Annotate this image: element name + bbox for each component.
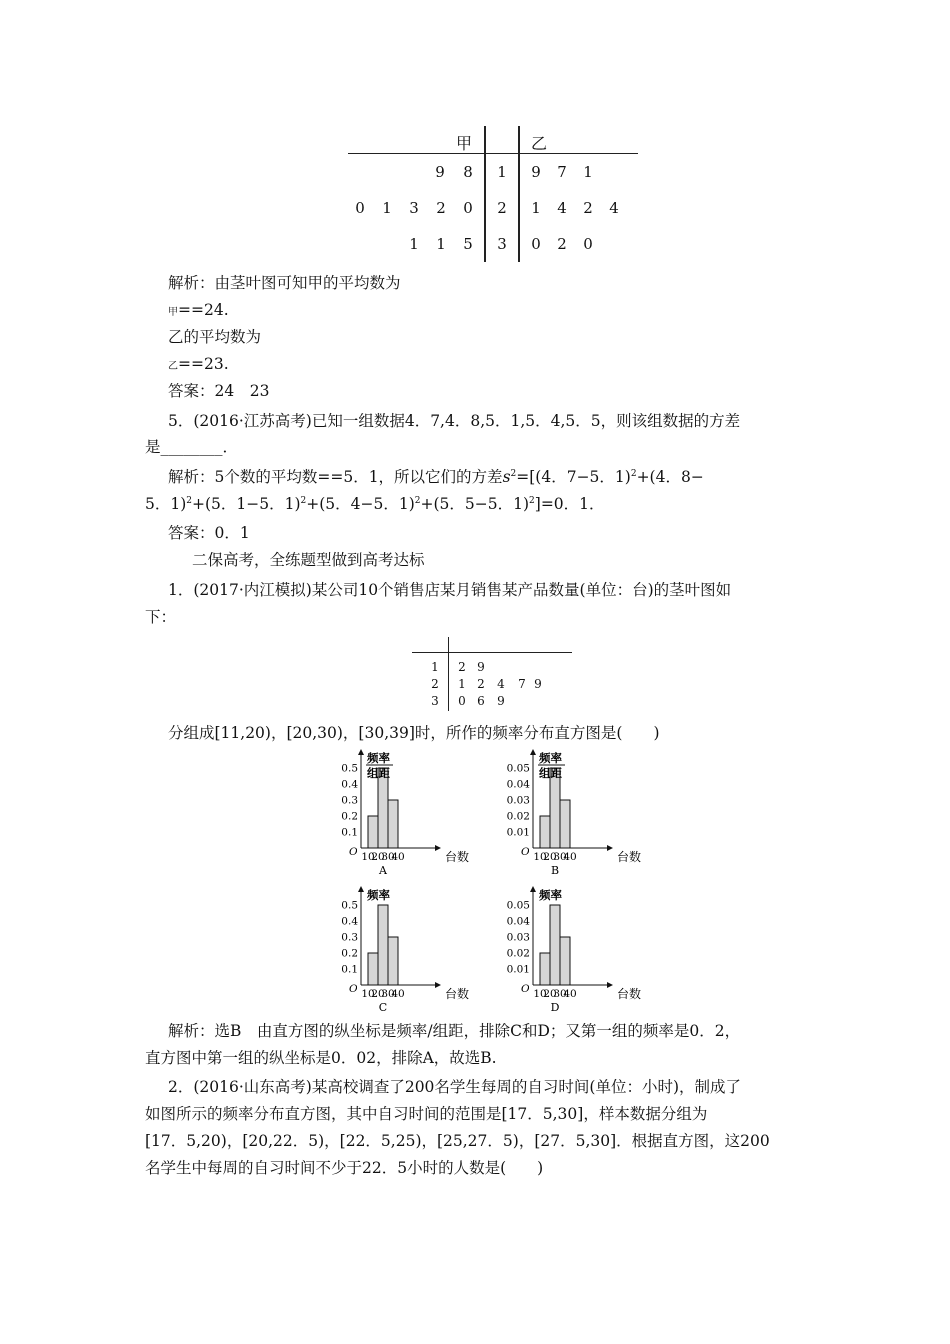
stem: 2: [497, 199, 507, 217]
y-tick-label: 0.02: [507, 947, 530, 960]
y-tick-label: 0.04: [507, 778, 530, 791]
x-axis-label: 台数: [617, 987, 642, 1001]
leaf: 0: [583, 235, 593, 253]
y-tick-label: 0.4: [341, 778, 358, 791]
x-axis-label: 台数: [445, 987, 470, 1001]
section-heading: 二保高考，全练题型做到高考达标: [192, 551, 425, 569]
y-tick-label: 0.01: [507, 963, 530, 976]
superscript: 2: [414, 495, 421, 506]
leaf: 2: [436, 199, 446, 217]
histogram-C: [335, 883, 475, 1015]
x-tick-label: 40: [391, 851, 405, 863]
origin-label: O: [349, 983, 358, 995]
y-tick-label: 0.03: [507, 931, 530, 944]
x-tick-label: 10: [533, 851, 547, 863]
text-line: 乙的平均数为: [168, 328, 262, 346]
leaf: 4: [557, 199, 567, 217]
leaf: 3: [409, 199, 419, 217]
question-1-line: 分组成[11,20)，[20,30)，[30,39]时，所作的频率分布直方图是( ): [168, 724, 660, 742]
x-tick-label: 20: [371, 988, 385, 1000]
text-span: ]=0．1．: [534, 495, 605, 513]
histogram-bar: [540, 953, 550, 985]
chart-option-label: B: [550, 864, 560, 877]
leaf: 4: [497, 677, 505, 691]
superscript: 2: [529, 495, 535, 506]
histogram-bar: [550, 905, 560, 985]
y-axis-label: 频率: [367, 751, 390, 765]
x-tick-label: 10: [533, 988, 547, 1000]
solution-line: [145, 494, 605, 514]
leaf: 1: [583, 163, 593, 181]
leaf: 0: [355, 199, 365, 217]
question-2-line: 名学生中每周的自习时间不少于22．5小时的人数是( ): [145, 1159, 544, 1177]
text-span: +(5．5−5．1): [420, 495, 530, 513]
leaf: 2: [458, 660, 466, 674]
solution-line: 解析：选B 由直方图的纵坐标是频率/组距，排除C和D；又第一组的频率是0．2，: [168, 1022, 741, 1040]
leaf: 7: [557, 163, 567, 181]
x-tick-label: 20: [543, 988, 557, 1000]
leaf: 1: [436, 235, 446, 253]
y-tick-label: 0.2: [341, 947, 358, 960]
y-tick-label: 0.1: [341, 826, 358, 839]
text-span: +(5．1−5．1): [192, 495, 301, 513]
histogram-bar: [378, 905, 388, 985]
text-span: +(5．4−5．1): [306, 495, 415, 513]
y-tick-label: 0.5: [341, 762, 358, 775]
leaf: 0: [458, 694, 466, 708]
stem: 1: [431, 660, 439, 674]
x-tick-label: 40: [563, 851, 577, 863]
y-tick-label: 0.02: [507, 810, 530, 823]
y-tick-label: 0.04: [507, 915, 530, 928]
subscript-yi: 乙: [168, 361, 178, 372]
leaf: 9: [497, 694, 505, 708]
question-2-line: 2．(2016·山东高考)某高校调查了200名学生每周的自习时间(单位：小时)，制成了: [168, 1078, 742, 1096]
x-tick-label: 30: [553, 988, 567, 1000]
leaf: 9: [534, 677, 542, 691]
stem-leaf-divider-vertical: [448, 637, 449, 711]
y-axis-label: 组距: [539, 766, 562, 780]
answer-line: 答案：0．1: [168, 524, 250, 542]
leaf: 0: [463, 199, 473, 217]
leaf: 2: [583, 199, 593, 217]
histogram-A: [335, 746, 475, 878]
y-axis-arrow: [530, 886, 536, 892]
x-tick-label: 10: [361, 851, 375, 863]
leaf: 5: [463, 235, 473, 253]
x-axis-label: 台数: [617, 850, 642, 864]
x-axis-label: 台数: [445, 850, 470, 864]
leaf: 1: [382, 199, 392, 217]
origin-label: O: [349, 846, 358, 858]
solution-line: 解析：由茎叶图可知甲的平均数为: [168, 274, 401, 292]
stem-leaf-divider-vertical: [484, 126, 486, 262]
y-axis-arrow: [358, 749, 364, 755]
question-2-line: [17．5,20)，[20,22．5)，[22．5,25)，[25,27．5)，[27．5,30]．根据直方图，这200: [145, 1132, 770, 1150]
superscript: 2: [510, 468, 517, 479]
variable-s: s: [502, 468, 511, 486]
mean-jia-line: [168, 300, 229, 323]
mean-yi-value: ==23.: [178, 355, 229, 373]
y-axis-arrow: [358, 886, 364, 892]
histogram-bar: [550, 768, 560, 848]
leaf: 6: [477, 694, 485, 708]
x-tick-label: 30: [381, 988, 395, 1000]
origin-label: O: [521, 846, 530, 858]
x-axis-arrow: [435, 845, 441, 851]
histogram-bar: [388, 937, 398, 985]
y-tick-label: 0.05: [507, 762, 530, 775]
histogram-bar: [378, 768, 388, 848]
stem-leaf-header-right: 乙: [530, 134, 547, 153]
mean-yi-line: [168, 354, 229, 377]
y-tick-label: 0.01: [507, 826, 530, 839]
leaf: 9: [477, 660, 485, 674]
leaf: 0: [531, 235, 541, 253]
text-span: 解析：5个数的平均数==5．1，所以它们的方差: [168, 468, 503, 486]
x-tick-label: 30: [553, 851, 567, 863]
y-tick-label: 0.05: [507, 899, 530, 912]
histogram-bar: [560, 800, 570, 848]
stem-leaf-header-left: 甲: [455, 134, 472, 153]
question-1-line: 下：: [145, 608, 177, 626]
y-tick-label: 0.3: [341, 794, 358, 807]
leaf: 1: [531, 199, 541, 217]
stem-leaf-divider-horizontal: [412, 652, 572, 653]
y-tick-label: 0.3: [341, 931, 358, 944]
x-axis-arrow: [435, 982, 441, 988]
y-tick-label: 0.4: [341, 915, 358, 928]
leaf: 8: [463, 163, 473, 181]
histogram-bar: [368, 953, 378, 985]
y-axis-label: 组距: [367, 766, 390, 780]
text-span: =[(4．7−5．1): [516, 468, 631, 486]
x-axis-arrow: [607, 845, 613, 851]
superscript: 2: [186, 495, 193, 506]
superscript: 2: [630, 468, 637, 479]
stem: 3: [431, 694, 439, 708]
stem: 3: [497, 235, 507, 253]
text-span: 5．1): [145, 495, 187, 513]
subscript-jia: 甲: [168, 307, 178, 318]
y-tick-label: 0.2: [341, 810, 358, 823]
leaf: 4: [609, 199, 619, 217]
y-tick-label: 0.1: [341, 963, 358, 976]
text-span: +(4．8−: [636, 468, 704, 486]
y-axis-label: 频率: [367, 888, 390, 902]
question-1-line: 1．(2017·内江模拟)某公司10个销售店某月销售某产品数量(单位：台)的茎叶图如: [168, 581, 732, 599]
stem-leaf-divider-vertical: [518, 126, 520, 262]
leaf: 2: [477, 677, 485, 691]
origin-label: O: [521, 983, 530, 995]
mean-jia-value: ==24.: [178, 301, 229, 319]
chart-option-label: C: [378, 1001, 388, 1014]
leaf: 2: [557, 235, 567, 253]
y-tick-label: 0.03: [507, 794, 530, 807]
leaf: 9: [531, 163, 541, 181]
stem: 1: [497, 163, 507, 181]
y-axis-label: 频率: [539, 751, 562, 765]
stem: 2: [431, 677, 439, 691]
x-tick-label: 40: [391, 988, 405, 1000]
leaf: 1: [409, 235, 419, 253]
solution-line: 直方图中第一组的纵坐标是0．02，排除A，故选B.: [145, 1049, 497, 1067]
histogram-B: [507, 746, 647, 878]
leaf: 9: [435, 163, 445, 181]
histogram-bar: [540, 816, 550, 848]
chart-option-label: A: [379, 864, 387, 877]
superscript: 2: [300, 495, 307, 506]
question-2-line: 如图所示的频率分布直方图，其中自习时间的范围是[17．5,30]，样本数据分组为: [145, 1105, 708, 1123]
question-5-line: 是________．: [145, 438, 239, 456]
x-axis-arrow: [607, 982, 613, 988]
histogram-bar: [388, 800, 398, 848]
histogram-bar: [368, 816, 378, 848]
x-tick-label: 20: [371, 851, 385, 863]
answer-line: 答案：24 23: [168, 382, 270, 400]
chart-option-label: D: [550, 1001, 560, 1014]
leaf: 1: [458, 677, 466, 691]
x-tick-label: 40: [563, 988, 577, 1000]
leaf: 7: [518, 677, 526, 691]
y-axis-label: 频率: [539, 888, 562, 902]
histogram-D: [507, 883, 647, 1015]
y-tick-label: 0.5: [341, 899, 358, 912]
x-tick-label: 20: [543, 851, 557, 863]
x-tick-label: 10: [361, 988, 375, 1000]
y-axis-arrow: [530, 749, 536, 755]
stem-leaf-divider-horizontal: [348, 153, 638, 154]
solution-line: [168, 467, 704, 487]
question-5-line: 5．(2016·江苏高考)已知一组数据4．7,4．8,5．1,5．4,5．5，则该组数据的方差: [168, 412, 741, 430]
x-tick-label: 30: [381, 851, 395, 863]
histogram-bar: [560, 937, 570, 985]
